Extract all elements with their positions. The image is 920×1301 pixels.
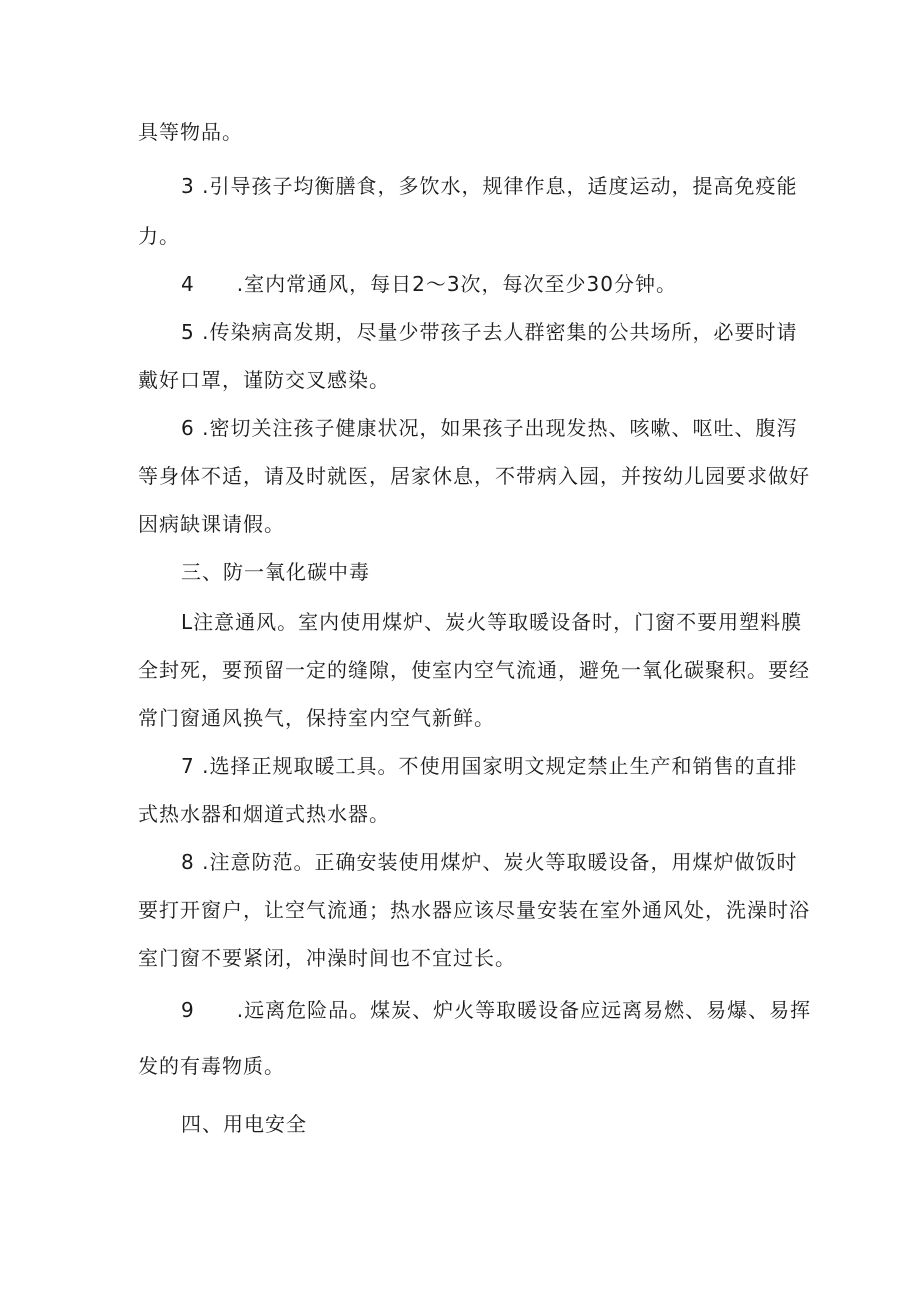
section3-item-1: L注意通风。室内使用煤炉、炭火等取暖设备时，门窗不要用塑料膜 — [181, 610, 803, 634]
section3-item-1-cont: 常门窗通风换气，保持室内空气新鲜。 — [138, 706, 495, 730]
section3-item-9 — [181, 996, 811, 1024]
list-item-5-cont: 戴好口罩，谨防交叉感染。 — [138, 368, 390, 392]
list-item-6-cont: 因病缺课请假。 — [138, 512, 285, 536]
list-item-3-cont: 力。 — [138, 224, 180, 248]
section3-item-9-cont: 发的有毒物质。 — [138, 1054, 285, 1078]
section3-item-8: 8 .注意防范。正确安装使用煤炉、炭火等取暖设备，用煤炉做饭时 — [181, 850, 798, 874]
list-item-6-cont: 等身体不适，请及时就医，居家休息，不带病入园，并按幼儿园要求做好 — [138, 464, 810, 488]
section3-item-8-cont: 室门窗不要紧闭，冲澡时间也不宜过长。 — [138, 946, 516, 970]
list-item-4 — [181, 270, 677, 298]
section-heading-4: 四、用电安全 — [181, 1112, 307, 1136]
section3-item-1-cont: 全封死，要预留一定的缝隙，使室内空气流通，避免一氧化碳聚积。要经 — [138, 658, 810, 682]
section3-item-8-cont: 要打开窗户，让空气流通；热水器应该尽量安装在室外通风处，洗澡时浴 — [138, 898, 810, 922]
section3-item-7: 7 .选择正规取暖工具。不使用国家明文规定禁止生产和销售的直排 — [181, 754, 798, 778]
section3-item-9-text: .远离危险品。煤炭、炉火等取暖设备应远离易燃、易爆、易挥 — [236, 998, 812, 1022]
list-item-5: 5 .传染病高发期，尽量少带孩子去人群密集的公共场所，必要时请 — [181, 320, 798, 344]
list-item-4-number: 4 — [181, 272, 195, 296]
section-heading-3: 三、防一氧化碳中毒 — [181, 560, 370, 584]
paragraph-line: 具等物品。 — [138, 120, 243, 144]
list-item-3: 3 .引导孩子均衡膳食，多饮水，规律作息，适度运动，提高免疫能 — [181, 174, 798, 198]
section3-item-9-number: 9 — [181, 998, 195, 1022]
section3-item-7-cont: 式热水器和烟道式热水器。 — [138, 802, 390, 826]
list-item-6: 6 .密切关注孩子健康状况，如果孩子出现发热、咳嗽、呕吐、腹泻 — [181, 416, 798, 440]
list-item-4-text: .室内常通风，每日2〜3次，每次至少30分钟。 — [236, 272, 677, 296]
